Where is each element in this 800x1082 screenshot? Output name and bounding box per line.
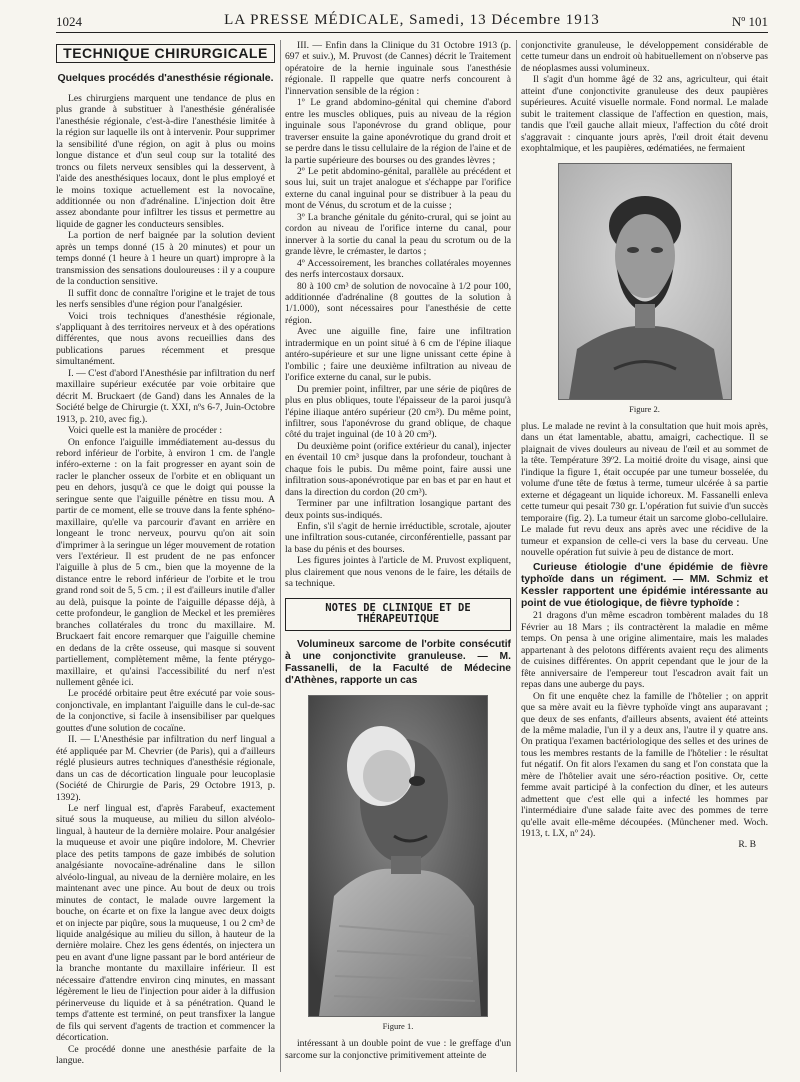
- paragraph: Ce procédé donne une anesthésie parfaite de la langue.: [56, 1043, 275, 1066]
- paragraph: 2º Le petit abdomino-génital, parallèle au précédent et sous lui, suit un trajet analogue et s'échappe par l'orifice externe du canal inguinal pour se distribuer à la peau du mont de Vénus, du scrotum et de la cuisse ;: [285, 165, 511, 212]
- paragraph: Voici quelle est la manière de procéder :: [68, 425, 223, 437]
- article-subtitle: Quelques procédés d'anesthésie régionale.: [57, 72, 274, 85]
- figure-1-caption: Figure 1.: [382, 1020, 414, 1031]
- paragraph: plus. Le malade ne revint à la consultation que huit mois après, dans un état lamentable, abattu, amaigri, cachectique. Il se plaignait de vives douleurs au niveau de l'œil et au sommet de la tête. Température 39º2. La moitié droite du visage, ainsi que l'indique la figure 1, était occupée par une tumeur bosselée, du volume d'une tête de fœtus à terme, tumeur ulcérée à sa partie externe et dégageant un liquide ichoreux. M. Fassanelli enleva cette tumeur qui pesait 730 gr. L'opération fut suivie d'un succès temporaire (fig. 2). La tumeur était un sarcome globo-cellulaire. Le malade fut revu deux ans après avec une récidive de la tumeur et expansion de celle-ci vers la base du cerveau. Une nouvelle opération fut suivie à peu de distance de mort.: [521, 420, 768, 558]
- paragraph: La portion de nerf baignée par la solution devient après un temps donné (15 à 20 minutes) et pour un temps donné (1 heure à 1 heure un quart) impropre à la transmission des sensations douloureuses : il y a coupure de la conduction sensitive.: [56, 230, 275, 288]
- paragraph: 4º Accessoirement, les branches collatérales moyennes des nerfs intercostaux dorsaux.: [285, 257, 511, 281]
- paragraph: Les figures jointes à l'article de M. Pruvost expliquent, plus clairement que nous venons de le faire, les détails de sa technique.: [285, 555, 511, 590]
- notes-section-title: NOTES DE CLINIQUE ET DE THÉRAPEUTIQUE: [285, 598, 511, 631]
- figure-2-caption: Figure 2.: [629, 403, 660, 414]
- header-rule: [56, 32, 768, 33]
- paragraph: Terminer par une infiltration losangique partant des deux points sus-indiqués.: [285, 498, 511, 521]
- column-2: [285, 40, 511, 1061]
- article-title: Curieuse étiologie d'une épidémie de fièvre typhoïde dans un régiment. — MM. Schmiz et Kessler rapportent une épidémie intéressante au point de vue étiologique, de fièvre typhoïde :: [521, 562, 768, 610]
- paragraph: intéressant à un double point de vue : le greffage d'un sarcome sur la conjonctive primitivement atteinte de: [285, 1038, 511, 1061]
- paragraph: Les chirurgiens marquent une tendance de plus en plus grande à substituer à l'anesthésie généralisée l'anesthésie régionale, c'est-à-dire l'anesthésie limitée à la région sur laquelle ils ont à intervenir. Pour supprimer la sensibilité d'une région, on agit à plus ou moins longue distance et d'un seul coup sur la totalité des troncs ou filets nerveux sensibles qui la desservent, à l'aide des anesthésiques locaux, dont le plus employé et le moins toxique actuellement est la novocaïne, additionnée ou non d'adrénaline. L'injection doit être assez abondante pour infiltrer les tissus et permettre au liquide de gagner les conducteurs sensibles.: [56, 92, 275, 230]
- paragraph: Le procédé orbitaire peut être exécuté par voie sous-conjonctivale, en implantant l'aiguille dans le cul-de-sac de la conjonctive, si facile à insensibiliser par quelques gouttes d'une solution de cocaïne.: [56, 688, 275, 734]
- paragraph: Enfin, s'il s'agit de hernie irréductible, scrotale, ajouter une infiltration sous-cutanée, circonférentielle, passant par la base du pénis et des bourses.: [285, 521, 511, 555]
- paragraph: III. — Enfin dans la Clinique du 31 Octobre 1913 (p. 697 et suiv.), M. Pruvost (de Cannes) décrit le Traitement opératoire de la hernie inguinale sous l'anesthésie régionale. Il rappelle que quatre nerfs concourent à l'innervation sensible de la région :: [285, 40, 511, 97]
- section-title: TECHNIQUE CHIRURGICALE: [56, 44, 275, 63]
- column-divider: [516, 40, 517, 1072]
- page-header: [56, 10, 768, 30]
- paragraph: I. — C'est d'abord l'Anesthésie par infiltration du nerf maxillaire supérieur exécutée par voie orbitaire que décrit M. Bruckaert (de Gand) dans les Annales de la Société belge de Chirurgie (t. XXI, nºs 6-7, Juin-Octobre 1913, p. 210, avec fig.).: [56, 367, 275, 425]
- paragraph: Du premier point, infiltrer, par une série de piqûres de plus en plus obliques, toute l'épaisseur de la paroi jusqu'à l'épine iliaque antéro supérieur (20 cm³). Du même point, infiltrer, sous l'aponévrose du grand oblique, de chaque côté du trajet inguinal (de 10 à 20 cm³).: [285, 383, 511, 441]
- paragraph: 1º Le grand abdomino-génital qui chemine d'abord entre les muscles obliques, puis au niveau de la région inguinale sous l'aponévrose du grand oblique, pour traverser ensuite la gaine aponévrotique du grand droit et se perdre dans le tissu cellulaire de la région de l'aine et de la partie supérieure des bourses ou des grandes lèvres ;: [285, 97, 511, 166]
- paragraph: Il s'agit d'un homme âgé de 32 ans, agriculteur, qui était atteint d'une conjonctivite granuleuse des deux paupières supérieures. Acuité visuelle normale. Fond normal. Le malade subit le traitement classique de l'affection en question, mais, tandis que l'œil gauche allait mieux, l'affection du côté droit s'aggravait : cinquante jours après, l'œil droit était devenu exophtalmique, et les paupières, œdématiées, ne fermaient: [521, 74, 768, 155]
- figure-2-photo: [558, 163, 732, 400]
- paragraph: Le nerf lingual est, d'après Farabeuf, exactement situé sous la muqueuse, au milieu du sillon alvéolo-lingual, à hauteur de la dernière molaire. Pour analgésier la muqueuse et avoir une piqûre indolore, M. Chevrier place des petits tampons de gaze imbibés de solution analgésiante novocaïne-adrénaline dans le sillon alvéolo-lingual, au niveau de la dernière molaire, en les maintenant avec une pince. Au bout de deux ou trois minutes de contact, le malade ouvre largement la bouche, on écarte et on fixe la langue avec deux doigts et on injecte par piqûre, sous la muqueuse, 1 ou 2 cm³ de liquide analgésique au milieu du sillon, à hauteur de la dernière molaire. Chez les gens édentés, on injectera un peu en avant d'une ligne passant par le bord antérieur de la branche montante du maxillaire inférieur. Il est nécessaire d'attendre environ cinq minutes, en massant légèrement le lieu de l'injection pour aider à la diffusion périnerveuse du liquide et à sa pénétration. Quand le temps d'attente est terminé, on peut transfixer la langue de fils qui servent d'agents de traction et commencer la décortication.: [56, 803, 275, 1044]
- paragraph: On enfonce l'aiguille immédiatement au-dessus du rebord inférieur de l'orbite, à environ 1 cm. de l'angle inféro-externe : on la fait progresser en ayant soin de racler le plancher osseux de l'orbite et en obliquant un peu en dehors, jusqu'à ce que le doigt qui pousse la seringue sente que l'aiguille pénètre en tissu mou. A partir de ce moment, elle se trouve dans la fente sphéno-maxillaire, qu'elle va parcourir d'avant en arrière en longeant le tronc nerveux, pourvu qu'on ait soin d'imprimer à la seringue un léger mouvement de rotation vers l'extérieur. Il est prudent de ne pas enfoncer l'aiguille à plus de 5 cm., bien que la moyenne de la distance entre le rebord inférieur de l'orbite et le trou grand rond soit de 5, 5 cm. ; il est d'ailleurs inutile d'aller au delà, puisque la pointe de l'aiguille dépasse déjà, à cette profondeur, le ganglion de Meckel et les premières branches collatérales du tronc du maxillaire. M. Bruckaert fait encore remarquer que l'aiguille chemine en dedans de la crête osseuse, qui masque si souvent partiellement, complètement même, la fente ptérygo-maxillaire, et qu'ainsi l'accessibilité du nerf n'est nullement gênée ici.: [56, 436, 275, 689]
- paragraph: Il suffit donc de connaître l'origine et le trajet de tous les nerfs sensibles d'une région pour l'analgésier.: [56, 287, 275, 311]
- issue-number: Nº 101: [731, 14, 768, 29]
- column-divider: [280, 40, 281, 1072]
- journal-title: LA PRESSE MÉDICALE, Samedi, 13 Décembre 1913: [224, 12, 600, 28]
- paragraph: 80 à 100 cm³ de solution de novocaïne à 1/2 pour 100, additionnée d'adrénaline (8 gouttes de la solution à 1/1.000), sont nécessaires pour l'anesthésie de cette région.: [285, 280, 511, 326]
- patient-after-surgery-illustration: [559, 164, 731, 399]
- author-signature: R. B: [738, 839, 756, 851]
- page-number: 1024: [56, 14, 82, 29]
- paragraph: conjonctivite granuleuse, le développement considérable de cette tumeur dans un endroit où habituellement on n'observe pas de néoplasmes aussi volumineux.: [521, 40, 768, 74]
- figure-1-photo: [308, 695, 488, 1017]
- paragraph: Voici trois techniques d'anesthésie régionale, s'appliquant à des territoires nerveux et à des opérations différentes, que nous avons recueillies dans des publications parues récemment et presque simultanément.: [56, 310, 275, 368]
- article-title: Volumineux sarcome de l'orbite consécutif à une conjonctivite granuleuse. — M. Fassanelli, de la Faculté de Médecine d'Athènes, rapporte un cas: [285, 638, 511, 686]
- column-1: [56, 40, 275, 1066]
- paragraph: 21 dragons d'un même escadron tombèrent malades du 18 Février au 18 Mars ; ils contractèrent la maladie en même temps. On pensa à une origine alimentaire, mais les malades appartenant à des pelotons différents avaient reçu des aliments de cuisines différentes. On apprit cependant que le jour de la fête anniversaire de l'empereur tout l'escadron avait fait un repas dans une auberge du pays.: [521, 610, 768, 691]
- paragraph: II. — L'Anesthésie par infiltration du nerf lingual a été appliquée par M. Chevrier (de Paris), qui a d'ailleurs réglé plusieurs autres techniques d'anesthésie régionale, dans un cas de décortication linguale pour leucoplasie (Société de Chirurgie de Paris, 29 Octobre 1913, p. 1392).: [56, 734, 275, 803]
- paragraph: On fit une enquête chez la famille de l'hôtelier ; on apprit que sa mère avait eu la fièvre typhoïde vingt ans auparavant ; que deux de ses enfants, d'ailleurs absents, avaient été atteints de la même maladie, l'un il y a deux ans, l'autre il y quatre ans. On pratiqua l'examen bactériologique des selles et des urines de tous les membres restants de la famille de l'hôtelier : le résultat fut négatif. On fit alors l'examen du sang et l'on constata que la mère de l'hôtelier avait une séro-réaction positive. Or, cette femme avait participé à la confection du dîner, et les auteurs admettent que c'est elle qui a infecté les hommes par l'intermédiaire d'une salade faite avec des pommes de terre qu'elle avait elle-même découpées. (Münchener med. Woch. 1913, t. LX, nº 24).: [521, 690, 768, 840]
- paragraph: Avec une aiguille fine, faire une infiltration intradermique en un point situé à 6 cm de l'épine iliaque antéro-supérieure et sur une ligne unissant cette épine à l'ombilic ; faire une deuxième infiltration au niveau de l'orifice externe du canal, sur le pubis.: [285, 326, 511, 384]
- paragraph: 3º La branche génitale du génito-crural, qui se joint au cordon au niveau de l'orifice interne du canal, pour innerver à la sortie du canal la peau du scrotum ou de la grande lèvre, le crémaster, le dartos ;: [285, 211, 511, 258]
- column-3: [521, 40, 768, 851]
- patient-with-tumor-illustration: [309, 696, 487, 1016]
- paragraph: Du deuxième point (orifice extérieur du canal), injecter en éventail 10 cm³ jusque dans la profondeur, touchant à chaque fois le pubis. Du même point, faire aussi une infiltration sous-aponévrotique par en bas et par en haut et dans la direction du cordon (20 cm³).: [285, 440, 511, 498]
